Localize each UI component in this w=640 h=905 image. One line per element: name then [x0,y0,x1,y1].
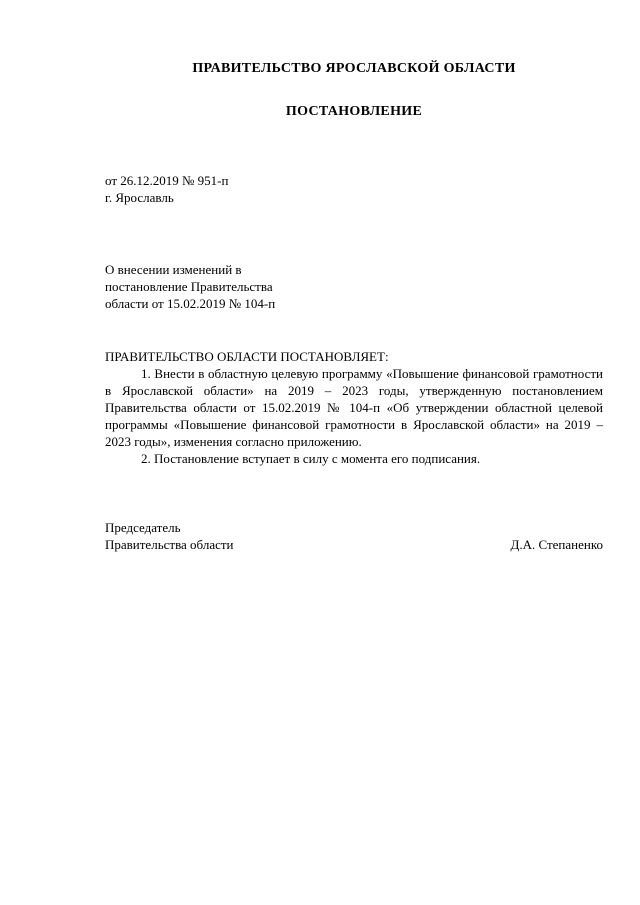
signature-block [105,519,603,553]
signatory-position-line-1: Председатель [105,520,181,535]
doc-meta [105,172,603,206]
signatory-name: Д.А. Степаненко [510,537,603,552]
doc-subject [105,261,603,312]
doc-city: г. Ярославль [105,190,174,205]
resolution-heading: ПРАВИТЕЛЬСТВО ОБЛАСТИ ПОСТАНОВЛЯЕТ: [105,349,389,364]
doc-type-title: ПОСТАНОВЛЕНИЕ [285,104,423,119]
signatory-position [105,519,234,553]
doc-subject-line-3: области от 15.02.2019 № 104-п [105,296,276,311]
doc-subject-line-1: О внесении изменений в [105,262,242,277]
doc-subject-line-2: постановление Правительства [105,279,273,294]
doc-date-number: от 26.12.2019 № 951-п [105,173,229,188]
org-title: ПРАВИТЕЛЬСТВО ЯРОСЛАВСКОЙ ОБЛАСТИ [192,61,516,76]
paragraph-2: 2. Постановление вступает в силу с момента его подписания. [141,451,481,466]
signatory-position-line-2: Правительства области [105,537,234,552]
paragraph-1: 1. Внести в областную целевую программу «Повышение финансовой грамотности в Ярославской области» на 2019 – 2023 годы, утвержденную постановлением Правительства области от 15.02.2019 № 104-п «Об утверждении областной целевой программы «Повышение финансовой грамотности в Ярославской области» на 2019 – 2023 годы», изменения согласно приложению. [105,366,603,449]
